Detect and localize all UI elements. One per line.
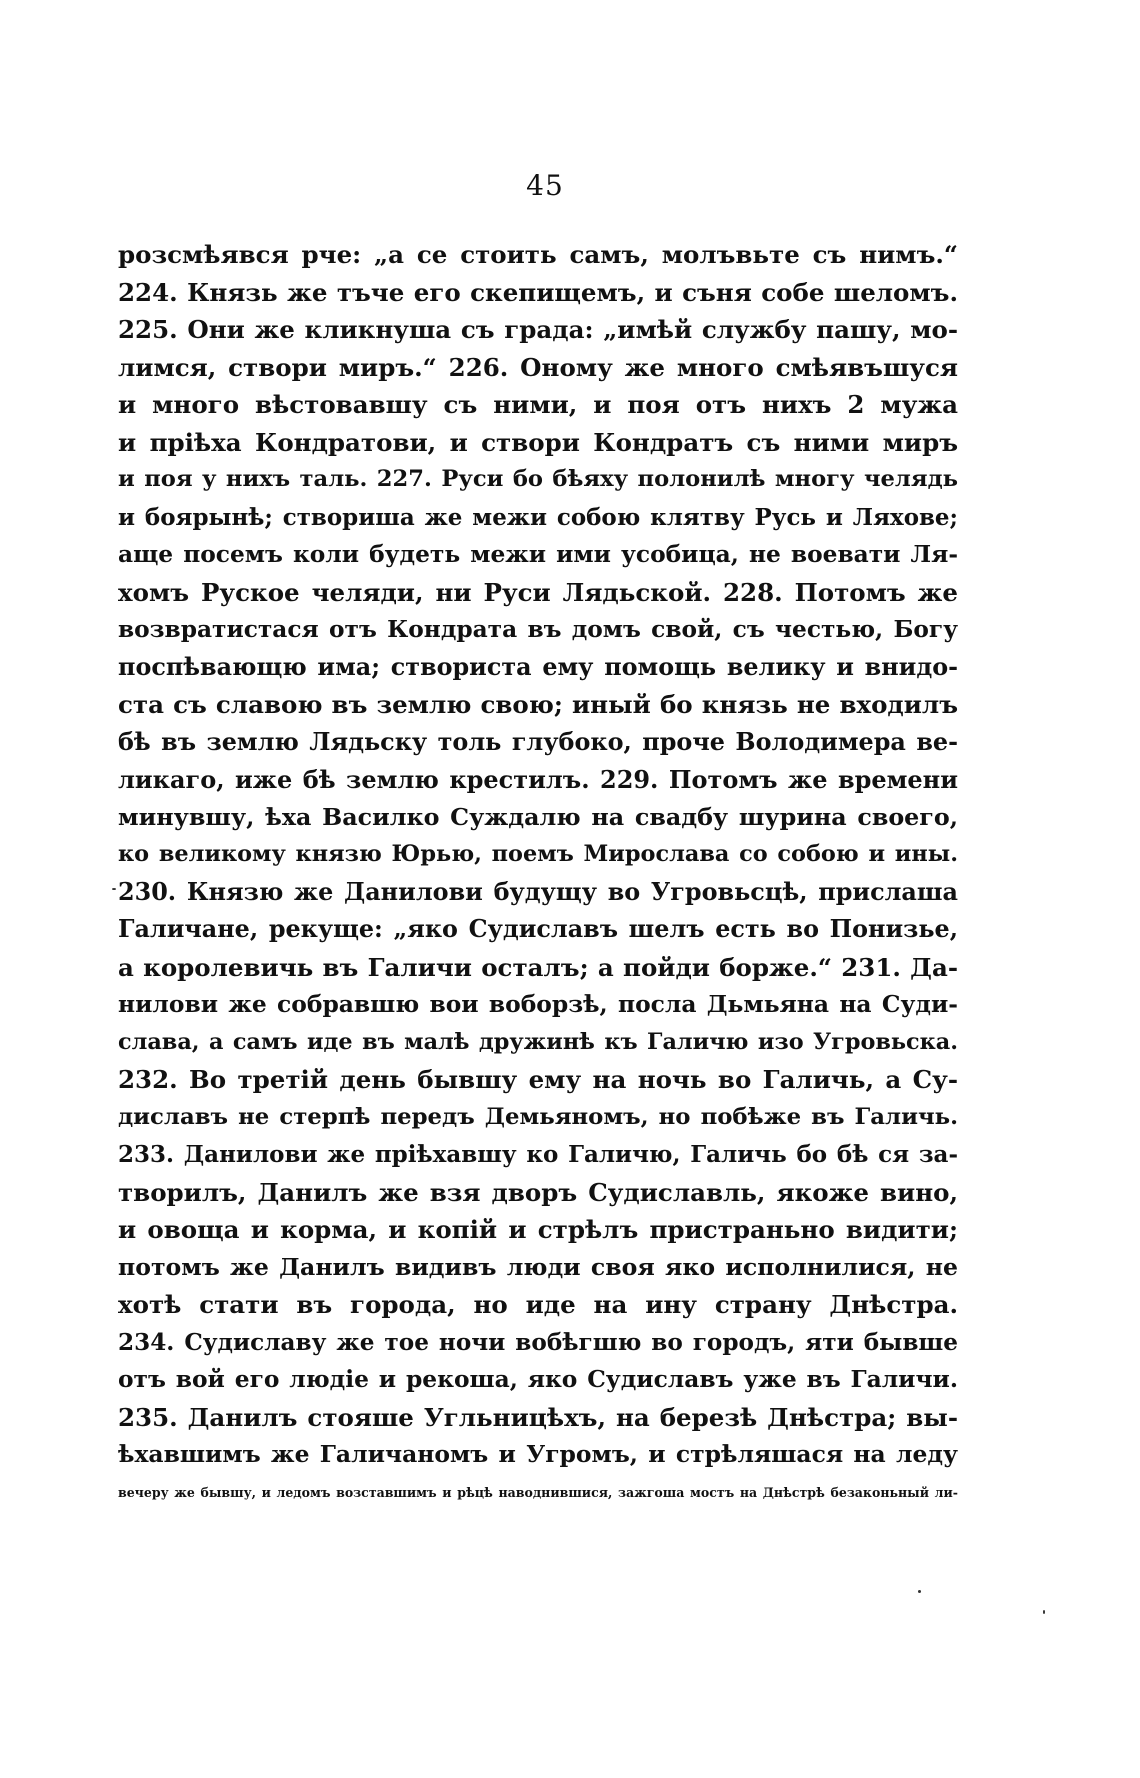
- text-line: хомъ Руское челяди, ни Руси Лядьской. 228. Потомъ же: [118, 577, 958, 607]
- text-line: а королевичь въ Галичи осталъ; а пойди борже.“ 231. Да-: [118, 952, 958, 982]
- text-line: 224. Князь же тъче его скепищемъ, и съня собе шеломъ.: [118, 277, 958, 307]
- text-line: аще посемъ коли будеть межи ими усобица, не воевати Ля-: [118, 541, 958, 568]
- text-line: ликаго, иже бѣ землю крестилъ. 229. Потомъ же времени: [118, 765, 958, 794]
- text-line: вечеру же бывшу, и ледомъ возставшимъ и рѣцѣ наводнившися, зажгоша мостъ на Днѣстрѣ безаконьный ли-: [118, 1484, 958, 1500]
- text-line: 225. Они же кликнуша съ града: „имѣй службу пашу, мо-: [118, 315, 958, 344]
- text-line: и пріѣха Кондратови, и створи Кондратъ съ ними миръ: [118, 427, 958, 457]
- text-line: слава, а самъ иде въ малѣ дружинѣ къ Галичю изо Угровьска.: [118, 1028, 958, 1055]
- text-line: 235. Данилъ стояше Угльницѣхъ, на березѣ Днѣстра; вы-: [118, 1402, 958, 1432]
- text-line: бѣ въ землю Лядьску толь глубоко, проче Володимера ве-: [118, 727, 958, 756]
- text-line: минувшу, ѣха Василко Суждалю на свадбу шурина своего,: [118, 802, 958, 831]
- text-line: и поя у нихъ таль. 227. Руси бо бѣяху полонилѣ многу челядь: [118, 466, 958, 492]
- text-line: потомъ же Данилъ видивъ люди своя яко исполнилися, не: [118, 1252, 958, 1281]
- text-line: ста съ славою въ землю свою; иный бо князь не входилъ: [118, 690, 958, 719]
- text-line: Галичане, рекуще: „яко Судиславъ шелъ есть во Понизье,: [118, 915, 958, 943]
- text-line: творилъ, Данилъ же взя дворъ Судиславль, якоже вино,: [118, 1177, 958, 1207]
- print-speck: [112, 888, 116, 890]
- text-line: 232. Во третій день бывшу ему на ночь во Галичь, а Су-: [118, 1065, 958, 1094]
- text-line: хотѣ стати въ города, но иде на ину страну Днѣстра.: [118, 1290, 958, 1319]
- text-line: отъ вой его людіе и рекоша, яко Судиславъ уже въ Галичи.: [118, 1365, 958, 1393]
- page-number: 45: [526, 169, 564, 202]
- print-speck: [1043, 1610, 1045, 1614]
- text-line: 234. Судиславу же тое ночи вобѣгшю во городъ, яти бывше: [118, 1328, 958, 1356]
- text-line: и овоща и корма, и копій и стрѣлъ пристраньно видити;: [118, 1215, 958, 1244]
- text-line: ко великому князю Юрью, поемъ Мирослава со собою и ины.: [118, 841, 958, 867]
- text-line: лимся, створи миръ.“ 226. Оному же много смѣявъшуся: [118, 352, 958, 382]
- text-line: и много вѣстовавшу съ ними, и поя отъ нихъ 2 мужа: [118, 390, 958, 419]
- text-line: диславъ не стерпѣ передъ Демьяномъ, но побѣже въ Галичь.: [118, 1103, 958, 1130]
- body-text: [118, 236, 958, 1511]
- text-line: поспѣвающю има; створиста ему помощь велику и внидо-: [118, 652, 958, 681]
- text-line: и боярынѣ; створиша же межи собою клятву Русь и Ляхове;: [118, 503, 958, 531]
- text-line: 230. Князю же Данилови будущу во Угровьсцѣ, прислаша: [118, 877, 958, 906]
- text-line: 233. Данилови же пріѣхавшу ко Галичю, Галичь бо бѣ ся за-: [118, 1141, 958, 1168]
- text-line: возвратистася отъ Кондрата въ домъ свой, съ честью, Богу: [118, 616, 958, 643]
- text-line: нилови же собравшю вои воборзѣ, посла Дьмьяна на Суди-: [118, 990, 958, 1018]
- text-line: ѣхавшимъ же Галичаномъ и Угромъ, и стрѣляшася на леду: [118, 1440, 958, 1468]
- print-speck: [918, 1590, 921, 1593]
- text-line: розсмѣявся рче: „а се стоить самъ, молъвьте съ нимъ.“: [118, 240, 958, 269]
